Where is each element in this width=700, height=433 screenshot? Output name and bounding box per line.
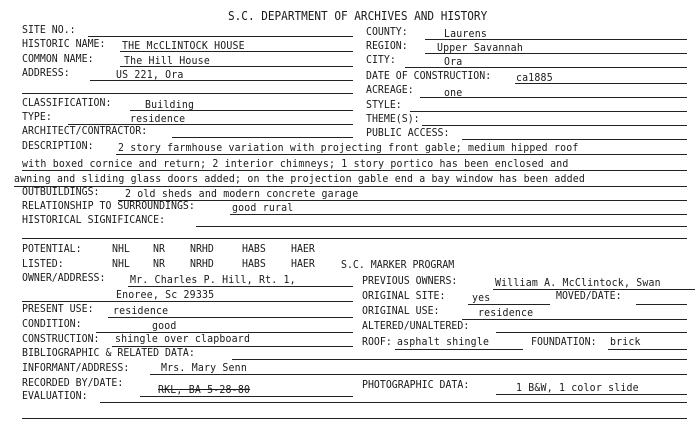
moved-date-line bbox=[636, 304, 687, 305]
previous-owners-label: PREVIOUS OWNERS: bbox=[362, 274, 458, 287]
style-label: STYLE: bbox=[366, 98, 402, 111]
region-value: Upper Savannah bbox=[437, 41, 523, 54]
region-label: REGION: bbox=[366, 39, 408, 52]
significance-label: HISTORICAL SIGNIFICANCE: bbox=[22, 213, 166, 226]
description-label: DESCRIPTION: bbox=[22, 139, 94, 152]
owner-label: OWNER/ADDRESS: bbox=[22, 271, 106, 284]
historic-name-value: THE McCLINTOCK HOUSE bbox=[122, 39, 245, 52]
informant-line bbox=[150, 374, 687, 375]
recorded-by-label: RECORDED BY/DATE: bbox=[22, 376, 124, 389]
city-line bbox=[405, 67, 687, 68]
description-underline-1 bbox=[116, 154, 687, 155]
altered-label: ALTERED/UNALTERED: bbox=[362, 319, 470, 332]
city-label: CITY: bbox=[366, 53, 396, 66]
owner-line-1: Mr. Charles P. Hill, Rt. 1, bbox=[130, 273, 296, 286]
listed-label: LISTED: bbox=[22, 257, 64, 270]
roof-line bbox=[395, 349, 523, 350]
themes-label: THEME(S): bbox=[366, 112, 420, 125]
informant-label: INFORMANT/ADDRESS: bbox=[22, 361, 130, 374]
foundation-line bbox=[608, 349, 687, 350]
potential-nrhd: NRHD bbox=[190, 242, 214, 255]
original-site-value: yes bbox=[472, 291, 491, 304]
historic-name-label: HISTORIC NAME: bbox=[22, 37, 106, 50]
classification-line bbox=[130, 110, 353, 111]
date-construction-line bbox=[515, 83, 687, 84]
themes-line bbox=[422, 125, 687, 126]
moved-date-label: MOVED/DATE: bbox=[556, 289, 622, 302]
condition-label: CONDITION: bbox=[22, 317, 82, 330]
previous-owners-value: William A. McClintock, Swan bbox=[495, 276, 661, 289]
date-construction-label: DATE OF CONSTRUCTION: bbox=[366, 69, 492, 82]
owner-line-2: Enoree, Sc 29335 bbox=[116, 288, 215, 301]
roof-value: asphalt shingle bbox=[397, 335, 490, 348]
relationship-label: RELATIONSHIP TO SURROUNDINGS: bbox=[22, 199, 195, 212]
outbuildings-label: OUTBUILDINGS: bbox=[22, 185, 100, 198]
construction-label: CONSTRUCTION: bbox=[22, 332, 100, 345]
public-access-label: PUBLIC ACCESS: bbox=[366, 126, 450, 139]
classification-label: CLASSIFICATION: bbox=[22, 96, 112, 109]
foundation-value: brick bbox=[610, 335, 641, 348]
roof-label: ROOF: bbox=[362, 335, 392, 348]
potential-habs: HABS bbox=[242, 242, 266, 255]
condition-value: good bbox=[152, 319, 177, 332]
bibliographic-label: BIBLIOGRAPHIC & RELATED DATA: bbox=[22, 346, 195, 359]
original-site-line bbox=[468, 304, 550, 305]
county-value: Laurens bbox=[444, 27, 487, 40]
photographic-label: PHOTOGRAPHIC DATA: bbox=[362, 378, 470, 391]
county-label: COUNTY: bbox=[366, 25, 408, 38]
potential-nr: NR bbox=[153, 242, 165, 255]
acreage-line bbox=[420, 97, 687, 98]
recorded-by-value: RKL, BA 5-28-80 bbox=[158, 383, 251, 396]
common-name-value: The Hill House bbox=[124, 54, 210, 67]
description-line-3: awning and sliding glass doors added; on the projection gable end a bay window has been added bbox=[14, 172, 586, 185]
historic-name-line bbox=[120, 51, 353, 52]
architect-line bbox=[172, 137, 353, 138]
architect-label: ARCHITECT/CONTRACTOR: bbox=[22, 124, 148, 137]
style-line bbox=[410, 111, 687, 112]
outbuildings-line bbox=[118, 200, 687, 201]
altered-line bbox=[496, 332, 687, 333]
address-label: ADDRESS: bbox=[22, 66, 70, 79]
date-construction-value: ca1885 bbox=[516, 71, 553, 84]
original-use-value: residence bbox=[478, 306, 534, 319]
site-no-label: SITE NO.: bbox=[22, 23, 76, 36]
region-line bbox=[425, 53, 687, 54]
type-label: TYPE: bbox=[22, 110, 52, 123]
address-line bbox=[90, 80, 353, 81]
listed-habs: HABS bbox=[242, 257, 266, 270]
original-use-label: ORIGINAL USE: bbox=[362, 304, 440, 317]
public-access-line bbox=[462, 139, 687, 140]
evaluation-line-2 bbox=[22, 418, 687, 419]
present-use-label: PRESENT USE: bbox=[22, 302, 94, 315]
listed-nrhd: NRHD bbox=[190, 257, 214, 270]
significance-line bbox=[196, 226, 687, 227]
photographic-line bbox=[496, 394, 687, 395]
description-line-2: with boxed cornice and return; 2 interior chimneys; 1 story portico has been enclosed and bbox=[22, 157, 569, 170]
address-value: US 221, Ora bbox=[116, 68, 184, 81]
acreage-value: one bbox=[444, 86, 463, 99]
informant-value: Mrs. Mary Senn bbox=[161, 361, 247, 374]
type-value: residence bbox=[130, 112, 186, 125]
evaluation-line bbox=[100, 402, 687, 403]
common-name-label: COMMON NAME: bbox=[22, 52, 94, 65]
county-line bbox=[425, 39, 687, 40]
city-value: Ora bbox=[444, 55, 463, 68]
potential-haer: HAER bbox=[291, 242, 315, 255]
common-name-line bbox=[120, 66, 353, 67]
listed-nhl: NHL bbox=[112, 257, 130, 270]
relationship-value: good rural bbox=[232, 201, 294, 214]
marker-program: S.C. MARKER PROGRAM bbox=[341, 258, 455, 271]
description-underline-2 bbox=[22, 170, 687, 171]
original-use-line bbox=[462, 319, 687, 320]
potential-nhl: NHL bbox=[112, 242, 130, 255]
construction-value: shingle over clapboard bbox=[115, 332, 251, 345]
site-no-line bbox=[88, 36, 353, 37]
outbuildings-value: 2 old sheds and modern concrete garage bbox=[125, 187, 359, 200]
recorded-by-line bbox=[140, 396, 353, 397]
acreage-label: ACREAGE: bbox=[366, 83, 414, 96]
photographic-value: 1 B&W, 1 color slide bbox=[516, 381, 639, 394]
relationship-line bbox=[230, 214, 687, 215]
listed-haer: HAER bbox=[291, 257, 315, 270]
foundation-label: FOUNDATION: bbox=[531, 335, 597, 348]
potential-label: POTENTIAL: bbox=[22, 242, 82, 255]
listed-nr: NR bbox=[153, 257, 165, 270]
owner-underline-1 bbox=[128, 286, 353, 287]
significance-line-2 bbox=[22, 238, 687, 239]
evaluation-label: EVALUATION: bbox=[22, 389, 88, 402]
section-divider-1 bbox=[22, 93, 353, 94]
bibliographic-line bbox=[232, 359, 687, 360]
form-title: S.C. DEPARTMENT OF ARCHIVES AND HISTORY bbox=[228, 9, 488, 23]
classification-value: Building bbox=[145, 98, 195, 111]
present-use-line bbox=[108, 317, 353, 318]
present-use-value: residence bbox=[113, 304, 169, 317]
description-line-1: 2 story farmhouse variation with projecting front gable; medium hipped roof bbox=[118, 141, 579, 154]
original-site-label: ORIGINAL SITE: bbox=[362, 289, 446, 302]
